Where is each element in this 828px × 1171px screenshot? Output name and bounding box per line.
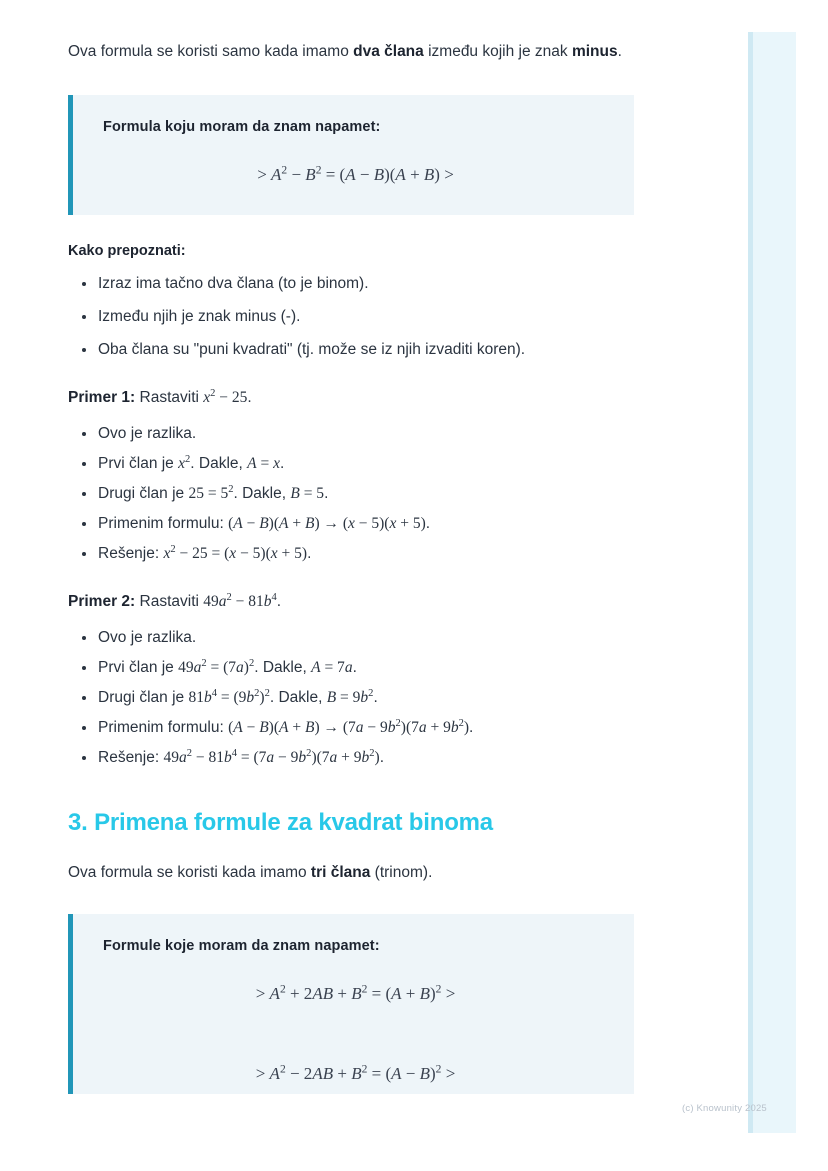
list-item-text-suffix: .	[373, 689, 378, 706]
inline-math: $81b^4 = (9b^2)^2$	[188, 687, 270, 706]
inline-math: $49a^2 = (7a)^2$	[178, 657, 255, 676]
list-item-text-mid: . Dakle,	[269, 689, 327, 706]
callout-2-formula-2: > $A^2 - 2AB + B^2 = (A - B)^2$ >	[255, 1062, 456, 1083]
primer-1-task-prefix: Rastaviti	[135, 389, 204, 406]
list-item	[68, 423, 636, 445]
list-item-text: Rešenje:	[98, 545, 164, 562]
list-item	[68, 543, 636, 565]
list-item	[68, 717, 636, 739]
primer-1-list	[68, 423, 636, 565]
primer-1-task-suffix: .	[247, 389, 252, 406]
inline-math: A = 7a	[311, 659, 353, 676]
right-decorative-strip	[748, 32, 796, 1133]
callout-2-formula-1: > $A^2 + 2AB + B^2 = (A + B)^2$ >	[255, 982, 456, 1003]
primer-2-task-suffix: .	[276, 593, 282, 610]
list-item: Između njih je znak minus (-).	[68, 306, 636, 328]
list-item	[68, 627, 636, 649]
list-item: Izraz ima tačno dva člana (to je binom).	[68, 273, 636, 295]
list-item-text-suffix: .	[469, 719, 474, 736]
right-decorative-strip-edge	[748, 32, 753, 1133]
primer-1-task-math: $x^2 - 25$	[203, 387, 248, 406]
list-item-text-mid: . Dakle,	[190, 455, 248, 472]
list-item-text: Prvi član je	[98, 659, 179, 676]
primer-2-task-math: $49a^2 - 81b^4$	[203, 591, 277, 610]
primer-2-list	[68, 627, 636, 769]
primer-1-heading	[68, 387, 636, 409]
list-item	[68, 483, 636, 505]
list-item-text: Prvi član je	[98, 455, 179, 472]
list-item	[68, 657, 636, 679]
watermark: (c) Knowunity 2025	[682, 1103, 767, 1114]
list-item-text-mid: . Dakle,	[233, 485, 291, 502]
recognize-title: Kako prepoznati:	[68, 243, 186, 259]
callout-2-title: Formule koje moram da znam napamet:	[103, 938, 380, 954]
list-item-text: Ovo je razlika.	[98, 629, 197, 646]
recognize-list	[68, 273, 636, 361]
list-item-text: Drugi član je	[98, 485, 189, 502]
section-3-text-part1: Ova formula se koristi kada imamo	[68, 864, 311, 881]
list-item-text: Rešenje:	[98, 749, 164, 766]
inline-math: $x^2$	[178, 453, 191, 472]
list-item-text: Primenim formulu:	[98, 719, 229, 736]
list-item-text-suffix: .	[280, 455, 285, 472]
intro-paragraph	[68, 36, 636, 67]
list-item-text-suffix: .	[324, 485, 329, 502]
inline-math: $x^2 - 25 = (x - 5)(x + 5)$	[163, 543, 308, 562]
list-item-text-suffix: .	[352, 659, 357, 676]
intro-text-part1: Ova formula se koristi samo kada imamo	[68, 43, 354, 60]
intro-bold-dva-clana: dva člana	[353, 43, 424, 60]
inline-math: B = 5	[290, 485, 325, 502]
section-3-paragraph	[68, 857, 636, 888]
intro-text-part3: .	[617, 43, 622, 60]
list-item	[68, 747, 636, 769]
formula-callout-box-1	[68, 95, 634, 215]
primer-2-task-prefix: Rastaviti	[135, 593, 204, 610]
intro-text-part2: između kojih je znak	[423, 43, 572, 60]
list-item	[68, 513, 636, 535]
callout-1-formula: > $A^2 - B^2 = (A - B)(A + B)$ >	[257, 163, 454, 184]
list-item	[68, 687, 636, 709]
inline-math: (A − B)(A + B) → (x − 5)(x + 5)	[228, 515, 426, 532]
primer-2-label: Primer 2:	[68, 593, 136, 610]
list-item-text: Ovo je razlika.	[98, 425, 197, 442]
section-3-heading: 3. Primena formule za kvadrat binoma	[68, 809, 493, 836]
inline-math: $(A - B)(A + B) \to (7a - 9b^2)(7a + 9b^2)$	[228, 717, 470, 736]
inline-math: $25 = 5^2$	[188, 483, 234, 502]
list-item-text-suffix: .	[425, 515, 431, 532]
primer-1-label: Primer 1:	[68, 389, 136, 406]
formula-callout-box-2	[68, 914, 634, 1094]
list-item	[68, 453, 636, 475]
section-3-text-part2: (trinom).	[370, 864, 433, 881]
list-item-text: Primenim formulu:	[98, 515, 229, 532]
list-item-text-suffix: .	[307, 545, 312, 562]
intro-bold-minus: minus	[571, 43, 618, 60]
section-3-bold-tri-clana: tri člana	[310, 864, 371, 881]
list-item-text-mid: . Dakle,	[254, 659, 312, 676]
document-content	[68, 36, 636, 1094]
primer-2-heading	[68, 591, 636, 613]
inline-math: $B = 9b^2$	[326, 687, 374, 706]
inline-math: $49a^2 - 81b^4 = (7a - 9b^2)(7a + 9b^2)$	[163, 747, 380, 766]
list-item-text: Drugi član je	[98, 689, 189, 706]
list-item: Oba člana su "puni kvadrati" (tj. može se iz njih izvaditi koren).	[68, 339, 636, 361]
callout-1-title: Formula koju moram da znam napamet:	[103, 119, 381, 135]
list-item-text-suffix: .	[379, 749, 385, 766]
inline-math: A = x	[247, 455, 280, 472]
